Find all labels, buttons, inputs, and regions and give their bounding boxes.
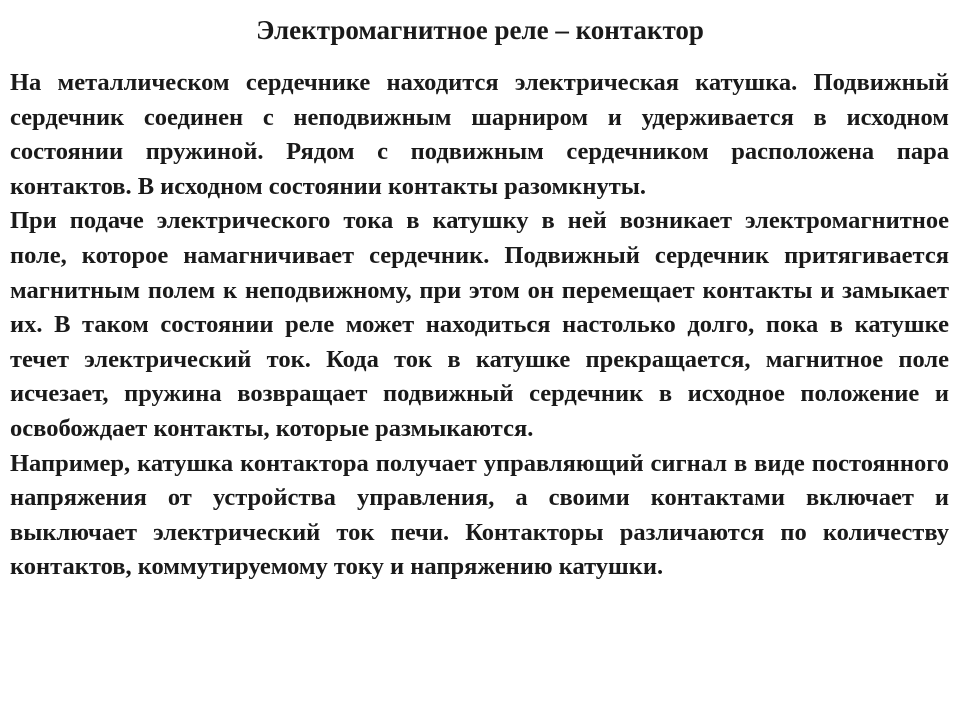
slide-body [10,66,949,585]
paragraph-operation-description: При подаче электрического тока в катушку в ней возникает электромагнитное поле, которое намагничивает сердечник. Подвижный сердечник притягивается магнитным полем к неподвижному, при этом он перемещает контакты и замыкает их. В таком состоянии реле может находиться настолько долго, пока в катушке течет электрический ток. Кода ток в катушке прекращается, магнитное поле исчезает, пружина возвращает подвижный сердечник в исходное положение и освобождает контакты, которые размыкаются. [10,207,949,442]
slide-title: Электромагнитное реле – контактор [256,15,704,45]
paragraph-example: Например, катушка контактора получает управляющий сигнал в виде постоянного напряжения от устройства управления, а своими контактами включает и выключает электрический ток печи. Контакторы различаются по количеству контактов, коммутируемому току и напряжению катушки. [10,449,949,581]
paragraph-coil-description: На металлическом сердечнике находится электрическая катушка. Подвижный сердечник соединен с неподвижным шарниром и удерживается в исходном состоянии пружиной. Рядом с подвижным сердечником расположена пара контактов. В исходном состоянии контакты разомкнуты. [10,69,949,200]
